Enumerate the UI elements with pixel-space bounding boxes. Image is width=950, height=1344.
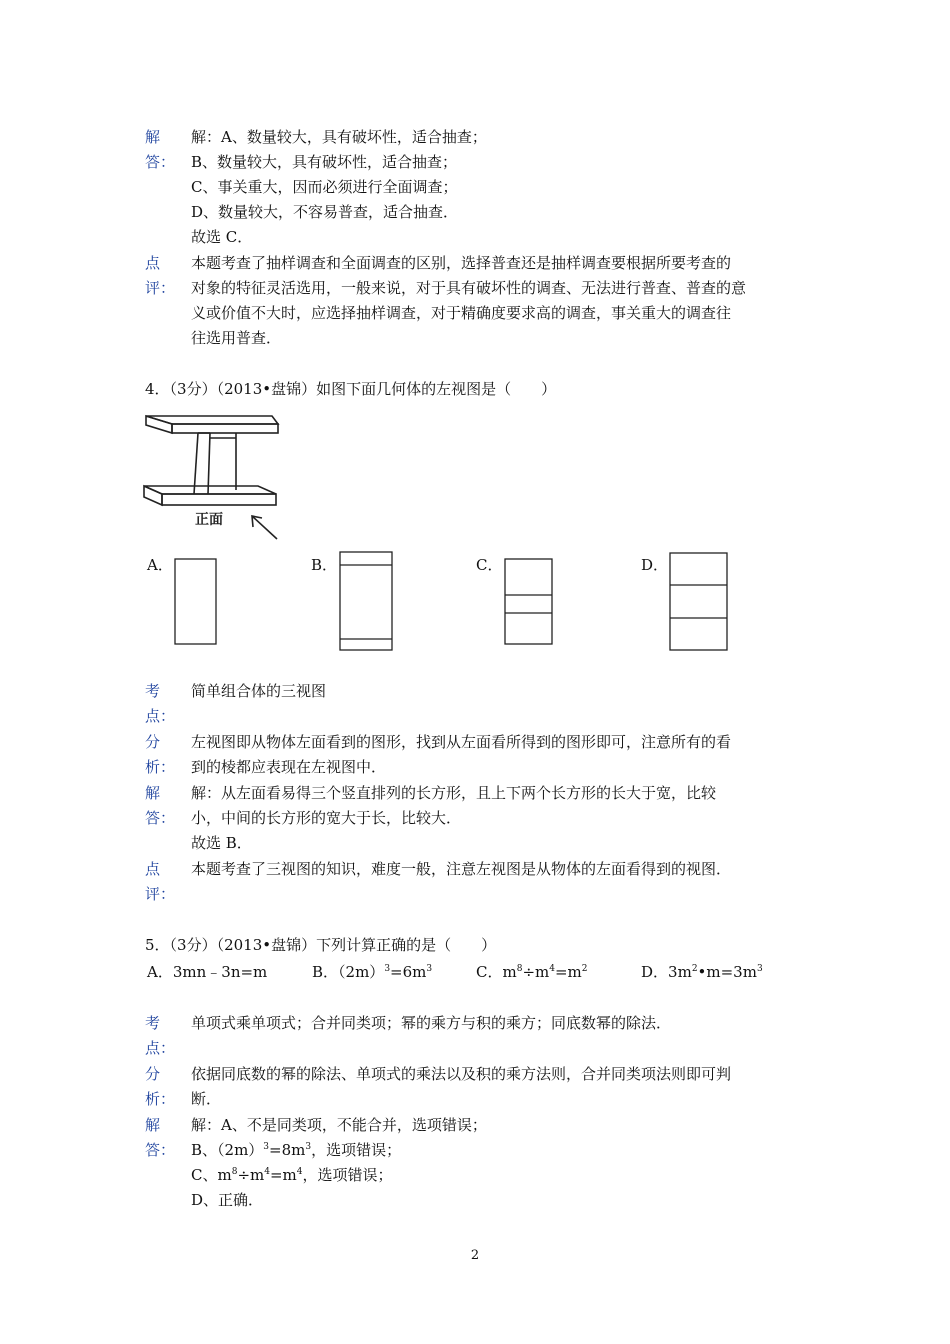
section-body: 解：从左面看易得三个竖直排列的长方形，且上下两个长方形的长大于宽，比较 小，中间的长方形的宽大于长，比较大． 故选 B． [191, 784, 717, 852]
page-number: 2 [470, 1248, 480, 1263]
section-label: 点 评： [145, 860, 176, 903]
option-b-figure [339, 551, 394, 652]
section-body: 本题考查了三视图的知识，难度一般，注意左视图是从物体的左面看得到的视图． [191, 860, 732, 878]
section-label: 分 析： [145, 733, 176, 776]
option-c-figure [504, 558, 554, 646]
section-body: 解：A、不是同类项，不能合并，选项错误； B、$(2m)^3=8m^3$，选项错误； C、$m^8\div m^4=m^4$，选项错误； D、正确． [191, 1116, 487, 1209]
section-label: 点 评： [145, 254, 176, 297]
q4-title: 4．（3分）（2013•盘锦）如图下面几何体的左视图是（ ） [145, 380, 557, 398]
q5-option-c: C．$m^8\div m^4=m^2$ [476, 963, 588, 981]
figure-label: 正面 [195, 512, 223, 528]
q5-option-b: B．$(2m)^3=6m^3$ [312, 963, 433, 981]
section-label: 解 答： [145, 128, 176, 171]
option-a-label: A． [147, 556, 173, 574]
section-body: 依据同底数的幂的除法、单项式的乘法以及积的乘方法则，合并同类项法则即可判 断． [191, 1065, 732, 1108]
section-label: 解 答： [145, 1116, 176, 1159]
section-label: 解 答： [145, 784, 176, 827]
option-a-figure [174, 558, 218, 646]
section-body: 简单组合体的三视图 [191, 682, 327, 700]
section-body: 左视图即从物体左面看到的图形，找到从左面看所得到的图形即可，注意所有的看 到的棱都应表现在左视图中． [191, 733, 732, 776]
q5-option-d: D．$3m^2•m=3m^3$ [641, 963, 763, 981]
option-d-label: D． [641, 556, 669, 574]
option-d-figure [669, 552, 729, 652]
option-c-label: C． [476, 556, 503, 574]
option-b-label: B． [311, 556, 338, 574]
section-label: 分 析： [145, 1065, 176, 1108]
section-body: 解：A、数量较大，具有破坏性，适合抽查； B、数量较大，具有破坏性，适合抽查； C、事关重大，因而必须进行全面调查； D、数量较大，不容易普查，适合抽查． 故选 C． [191, 128, 487, 246]
q4-solid-figure [140, 406, 290, 546]
section-label: 考 点： [145, 682, 176, 725]
q5-option-a: A．3mn﹣3n=m [147, 963, 268, 981]
section-label: 考 点： [145, 1014, 176, 1057]
q5-title: 5．（3分）（2013•盘锦）下列计算正确的是（ ） [145, 936, 497, 954]
section-body: 单项式乘单项式；合并同类项；幂的乘方与积的乘方；同底数幂的除法． [191, 1014, 672, 1032]
section-body: 本题考查了抽样调查和全面调查的区别，选择普查还是抽样调查要根据所要考查的 对象的特征灵活选用，一般来说，对于具有破坏性的调查、无法进行普查、普查的意 义或价值不大时，应选择抽样调查，对于精确度要求高的调查，事关重大的调查往 往选用普查． [191, 254, 747, 347]
